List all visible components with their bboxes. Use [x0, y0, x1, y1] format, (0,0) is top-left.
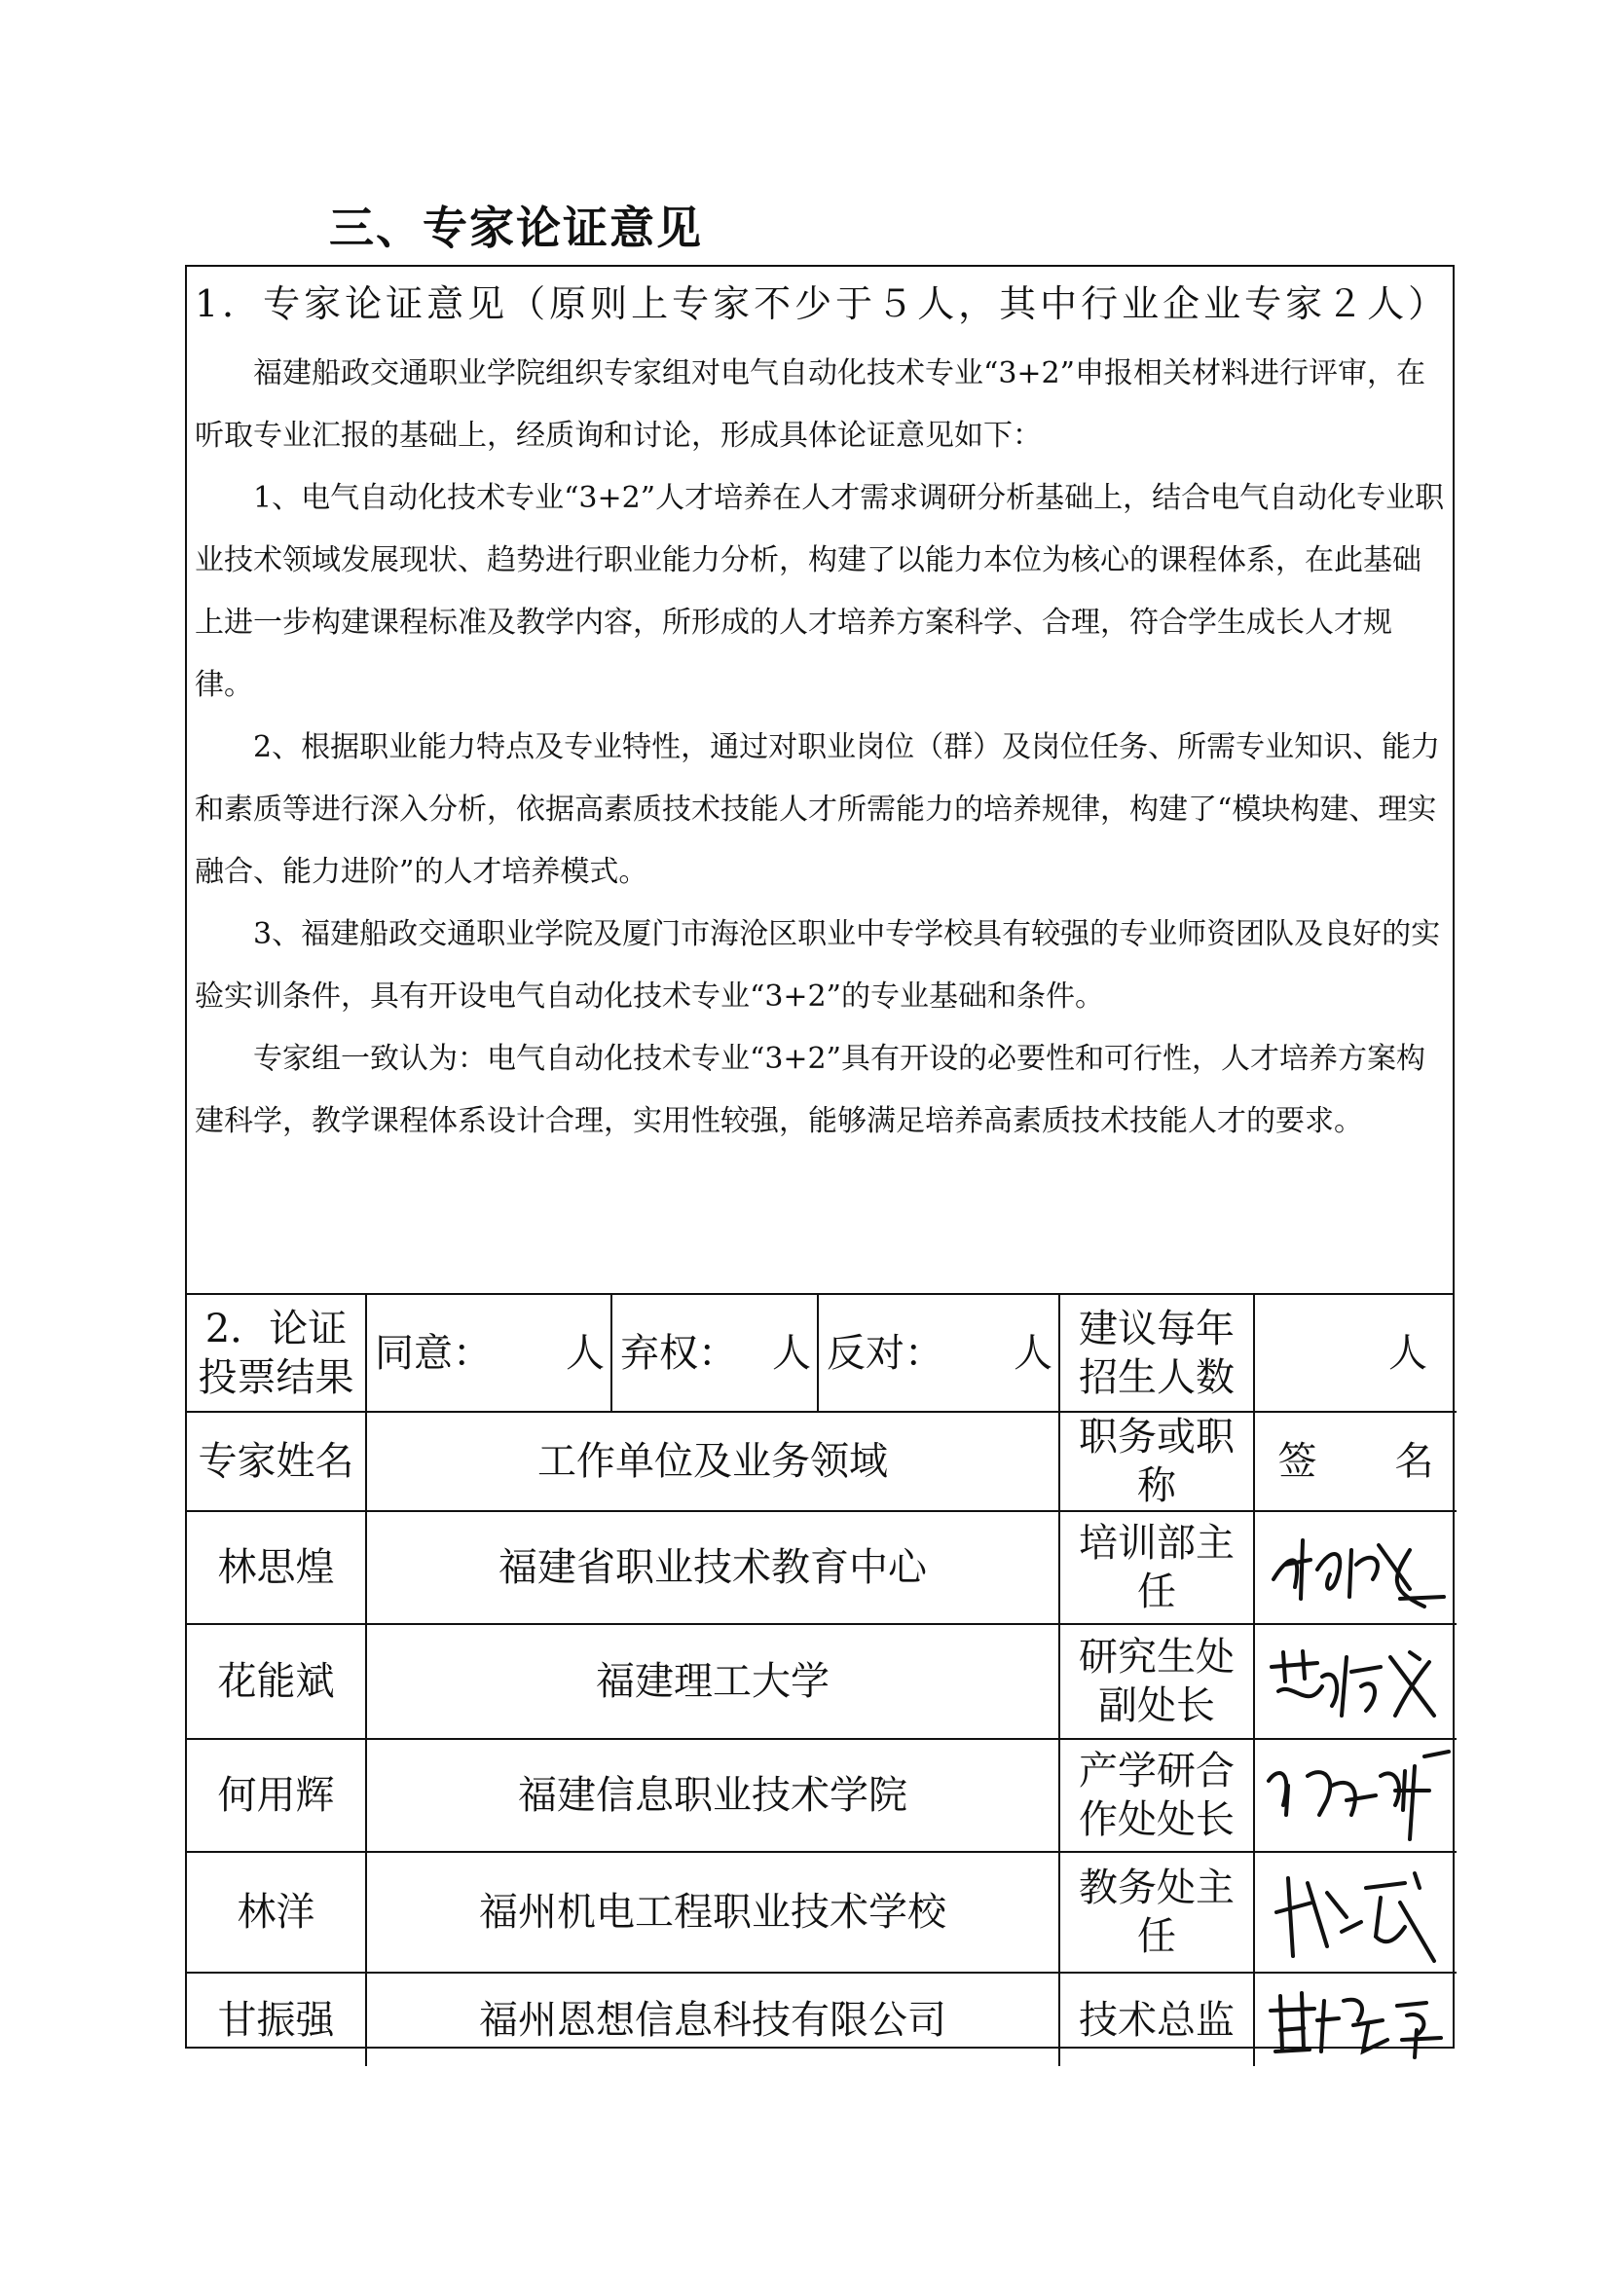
expert-title: 研究生处 副处长 — [1059, 1624, 1254, 1739]
expert-title: 技术总监 — [1059, 1973, 1254, 2066]
section-title: 三、专家论证意见 — [329, 202, 703, 254]
expert-signature — [1254, 1624, 1457, 1739]
expert-org: 福建省职业技术教育中心 — [366, 1511, 1059, 1624]
opinion-paragraph: 福建船政交通职业学院组织专家组对电气自动化技术专业“3+2”申报相关材料进行评审，在听取专业汇报的基础上，经质询和讨论，形成具体论证意见如下： — [195, 356, 1425, 453]
opinion-paragraph: 3、福建船政交通职业学院及厦门市海沧区职业中专学校具有较强的专业师资团队及良好的实验实训条件，具有开设电气自动化技术专业“3+2”的专业基础和条件。 — [195, 917, 1441, 1014]
expert-name: 林洋 — [187, 1852, 366, 1973]
expert-title: 教务处主 任 — [1059, 1852, 1254, 1973]
vote-agree-label: 同意： — [375, 1330, 492, 1376]
vote-label: 2．论证 投票结果 — [187, 1295, 366, 1412]
opinion-paragraph: 2、根据职业能力特点及专业特性，通过对职业岗位（群）及岗位任务、所需专业知识、能力和素质等进行深入分析，依据高素质技术技能人才所需能力的培养规律，构建了“模块构建、理实融合、能力进阶”的人才培养模式。 — [195, 730, 1441, 889]
opinion-paragraph: 专家组一致认为：电气自动化技术专业“3+2”具有开设的必要性和可行性，人才培养方案构建科学，教学课程体系设计合理，实用性较强，能够满足培养高素质技术技能人才的要求。 — [195, 1042, 1425, 1138]
vote-agree-unit: 人 — [566, 1330, 605, 1376]
expert-org: 福建信息职业技术学院 — [366, 1739, 1059, 1852]
expert-opinion-block — [187, 267, 1453, 1295]
expert-signature — [1254, 1852, 1457, 1973]
vote-oppose-label: 反对： — [827, 1330, 943, 1376]
form-frame — [185, 265, 1455, 2049]
expert-row — [187, 1852, 1457, 1973]
expert-name: 何用辉 — [187, 1739, 366, 1852]
opinion-paragraph: 1、电气自动化技术专业“3+2”人才培养在人才需求调研分析基础上，结合电气自动化专业职业技术领域发展现状、趋势进行职业能力分析，构建了以能力本位为核心的课程体系，在此基础上进一步构建课程标准及教学内容，所形成的人才培养方案科学、合理，符合学生成长人才规律。 — [195, 481, 1445, 702]
vote-oppose-cell — [818, 1295, 1059, 1412]
expert-signature — [1254, 1973, 1457, 2066]
vote-abstain-label: 弃权： — [620, 1330, 737, 1376]
enroll-unit: 人 — [1388, 1330, 1427, 1376]
header-row — [187, 1412, 1457, 1511]
expert-row — [187, 1739, 1457, 1852]
handwritten-signature-image — [1264, 1521, 1449, 1614]
opinion-heading: 1．专家论证意见（原则上专家不少于５人，其中行业企业专家２人） — [195, 282, 1450, 325]
header-org: 工作单位及业务领域 — [366, 1412, 1059, 1511]
handwritten-signature-image — [1259, 1747, 1454, 1844]
vote-abstain-unit: 人 — [772, 1330, 811, 1376]
expert-row — [187, 1973, 1457, 2066]
vote-oppose-unit: 人 — [1014, 1330, 1052, 1376]
expert-signature — [1254, 1511, 1457, 1624]
header-name: 专家姓名 — [187, 1412, 366, 1511]
handwritten-signature-image — [1269, 1859, 1444, 1966]
expert-row — [187, 1624, 1457, 1739]
expert-title: 产学研合 作处处长 — [1059, 1739, 1254, 1852]
expert-title: 培训部主 任 — [1059, 1511, 1254, 1624]
header-title: 职务或职称 — [1059, 1412, 1254, 1511]
expert-org: 福州恩想信息科技有限公司 — [366, 1973, 1059, 2066]
expert-org: 福州机电工程职业技术学校 — [366, 1852, 1059, 1973]
expert-name: 甘振强 — [187, 1973, 366, 2066]
expert-name: 花能斌 — [187, 1624, 366, 1739]
vote-agree-cell — [366, 1295, 611, 1412]
enroll-label: 建议每年 招生人数 — [1059, 1295, 1254, 1412]
signature-table — [187, 1295, 1457, 2066]
expert-org: 福建理工大学 — [366, 1624, 1059, 1739]
enroll-value-cell — [1254, 1295, 1457, 1412]
expert-row — [187, 1511, 1457, 1624]
handwritten-signature-image — [1261, 1981, 1451, 2059]
header-signature: 签 名 — [1254, 1412, 1457, 1511]
expert-signature — [1254, 1739, 1457, 1852]
vote-abstain-cell — [611, 1295, 818, 1412]
vote-row — [187, 1295, 1457, 1412]
expert-name: 林思煌 — [187, 1511, 366, 1624]
handwritten-signature-image — [1264, 1638, 1449, 1725]
